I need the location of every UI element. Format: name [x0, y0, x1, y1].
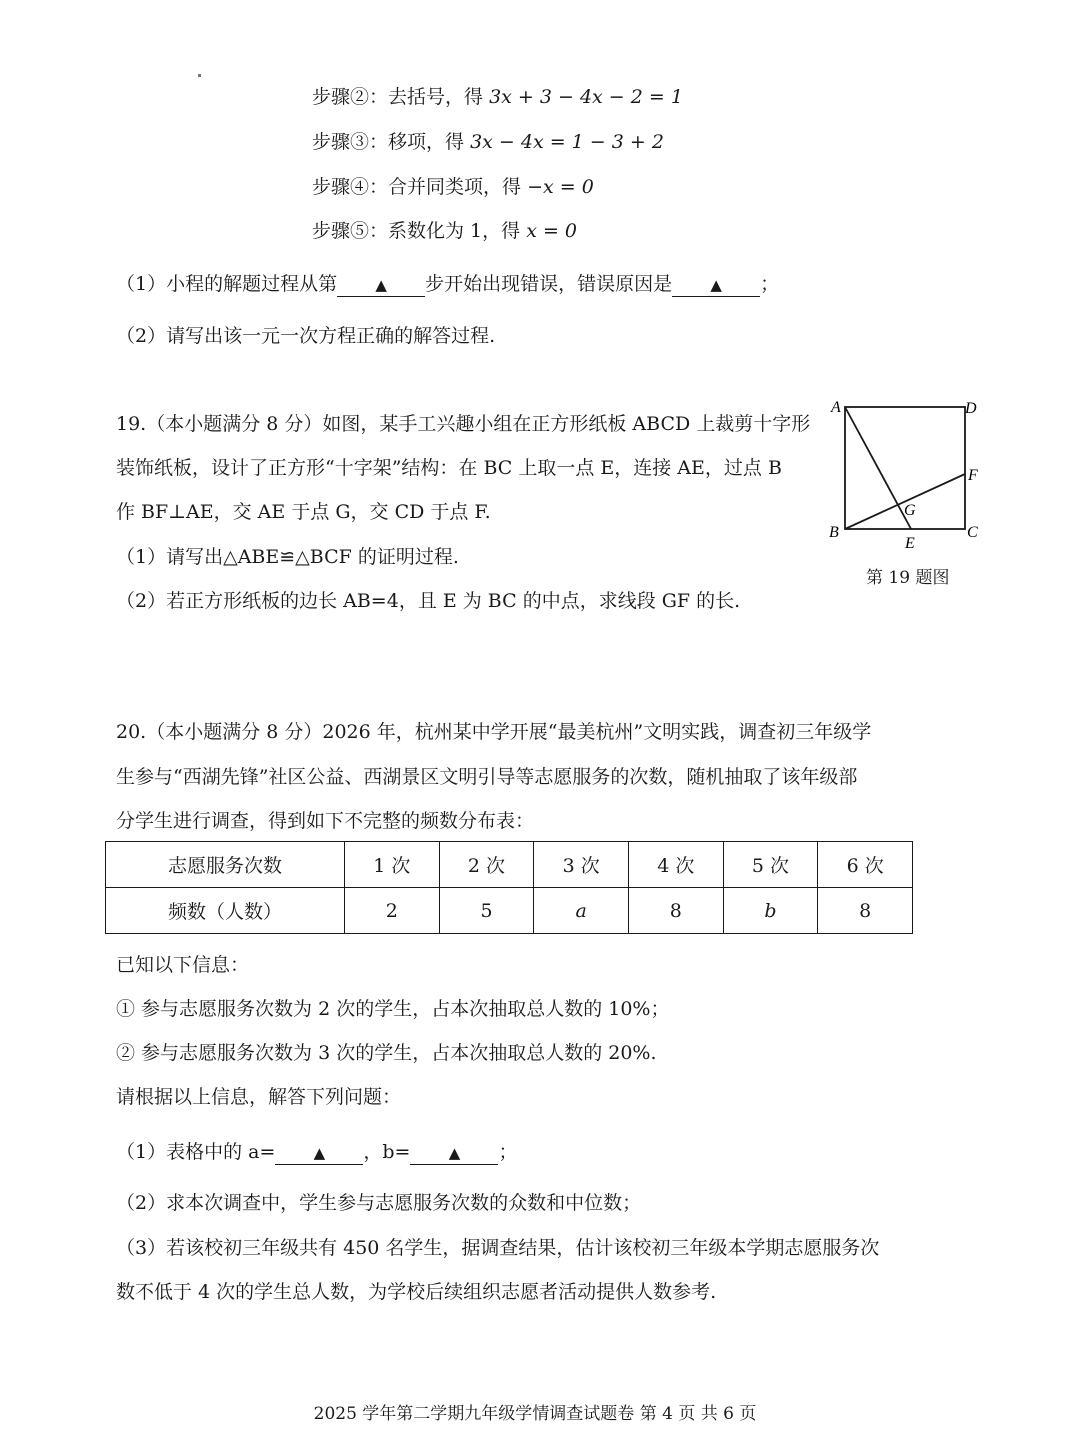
table-cell: 8 — [818, 888, 913, 934]
table-cell: b — [723, 888, 818, 934]
square-abcd-figure — [820, 392, 990, 557]
segment-ae — [845, 407, 911, 529]
q18-part2: （2）请写出该一元一次方程正确的解答过程. — [116, 325, 496, 347]
step-5: 步骤⑤：系数化为 1，得 x = 0 — [312, 220, 577, 242]
answer-blank-a[interactable]: ▲ — [275, 1141, 363, 1165]
q18-part1: （1）小程的解题过程从第 ▲ 步开始出现错误，错误原因是 ▲ ； — [116, 273, 780, 295]
scan-speck — [198, 74, 201, 77]
step-3: 步骤③：移项，得 3x − 4x = 1 − 3 + 2 — [312, 131, 664, 153]
page-footer: 2025 学年第二学期九年级学情调查试题卷 第 4 页 共 6 页 — [313, 1404, 757, 1424]
table-cell: a — [534, 888, 629, 934]
table-cell: 2 — [345, 888, 440, 934]
label-b: B — [829, 524, 839, 541]
table-cell: 8 — [628, 888, 723, 934]
table-cell: 5 次 — [723, 842, 818, 888]
frequency-table — [105, 841, 913, 934]
step-2: 步骤②：去括号，得 3x + 3 − 4x − 2 = 1 — [312, 86, 683, 108]
q20-stem-line3: 分学生进行调查，得到如下不完整的频数分布表： — [116, 810, 535, 832]
table-cell: 5 — [439, 888, 534, 934]
q20-stem-line2: 生参与“西湖先锋”社区公益、西湖景区文明引导等志愿服务的次数，随机抽取了该年级部 — [116, 766, 858, 788]
answer-blank-reason[interactable]: ▲ — [672, 273, 760, 297]
table-cell: 6 次 — [818, 842, 913, 888]
answer-blank-b[interactable]: ▲ — [410, 1141, 498, 1165]
table-cell: 2 次 — [439, 842, 534, 888]
q20-part2: （2）求本次调查中，学生参与志愿服务次数的众数和中位数； — [116, 1192, 642, 1214]
q20-prompt: 请根据以上信息，解答下列问题： — [116, 1086, 402, 1108]
q19-stem-line1: 19.（本小题满分 8 分）如图，某手工兴趣小组在正方形纸板 ABCD 上裁剪十字形 — [116, 413, 811, 435]
table-cell: 4 次 — [628, 842, 723, 888]
table-cell: 1 次 — [345, 842, 440, 888]
q19-stem-line2: 装饰纸板，设计了正方形“十字架”结构：在 BC 上取一点 E，连接 AE，过点 B — [116, 457, 782, 479]
label-c: C — [967, 524, 978, 541]
q20-part3-line1: （3）若该校初三年级共有 450 名学生，据调查结果，估计该校初三年级本学期志愿服务次 — [116, 1237, 880, 1259]
q20-part3-line2: 数不低于 4 次的学生总人数，为学校后续组织志愿者活动提供人数参考. — [116, 1281, 717, 1303]
q19-part1: （1）请写出△ABE≌△BCF 的证明过程. — [116, 546, 459, 568]
table-cell: 3 次 — [534, 842, 629, 888]
label-d: D — [965, 400, 977, 417]
table-cell: 频数（人数） — [106, 888, 345, 934]
q20-info1: ① 参与志愿服务次数为 2 次的学生，占本次抽取总人数的 10%； — [116, 998, 670, 1020]
q19-stem-line3: 作 BF⊥AE，交 AE 于点 G，交 CD 于点 F. — [116, 501, 491, 523]
q20-known: 已知以下信息： — [116, 954, 250, 976]
label-e: E — [905, 535, 915, 552]
table-header-row — [106, 842, 913, 888]
label-f: F — [968, 467, 978, 484]
q20-stem-line1: 20.（本小题满分 8 分）2026 年，杭州某中学开展“最美杭州”文明实践，调查初三年级学 — [116, 721, 872, 743]
q20-part1: （1）表格中的 a= ▲ ，b= ▲ ； — [116, 1141, 518, 1163]
q20-info2: ② 参与志愿服务次数为 3 次的学生，占本次抽取总人数的 20%. — [116, 1042, 657, 1064]
step-4: 步骤④：合并同类项，得 −x = 0 — [312, 176, 594, 198]
table-cell: 志愿服务次数 — [106, 842, 345, 888]
q19-part2: （2）若正方形纸板的边长 AB=4，且 E 为 BC 的中点，求线段 GF 的长. — [116, 590, 741, 612]
answer-blank-step[interactable]: ▲ — [337, 273, 425, 297]
label-a: A — [831, 399, 841, 416]
label-g: G — [904, 502, 916, 519]
figure-caption: 第 19 题图 — [866, 568, 950, 588]
table-row — [106, 888, 913, 934]
